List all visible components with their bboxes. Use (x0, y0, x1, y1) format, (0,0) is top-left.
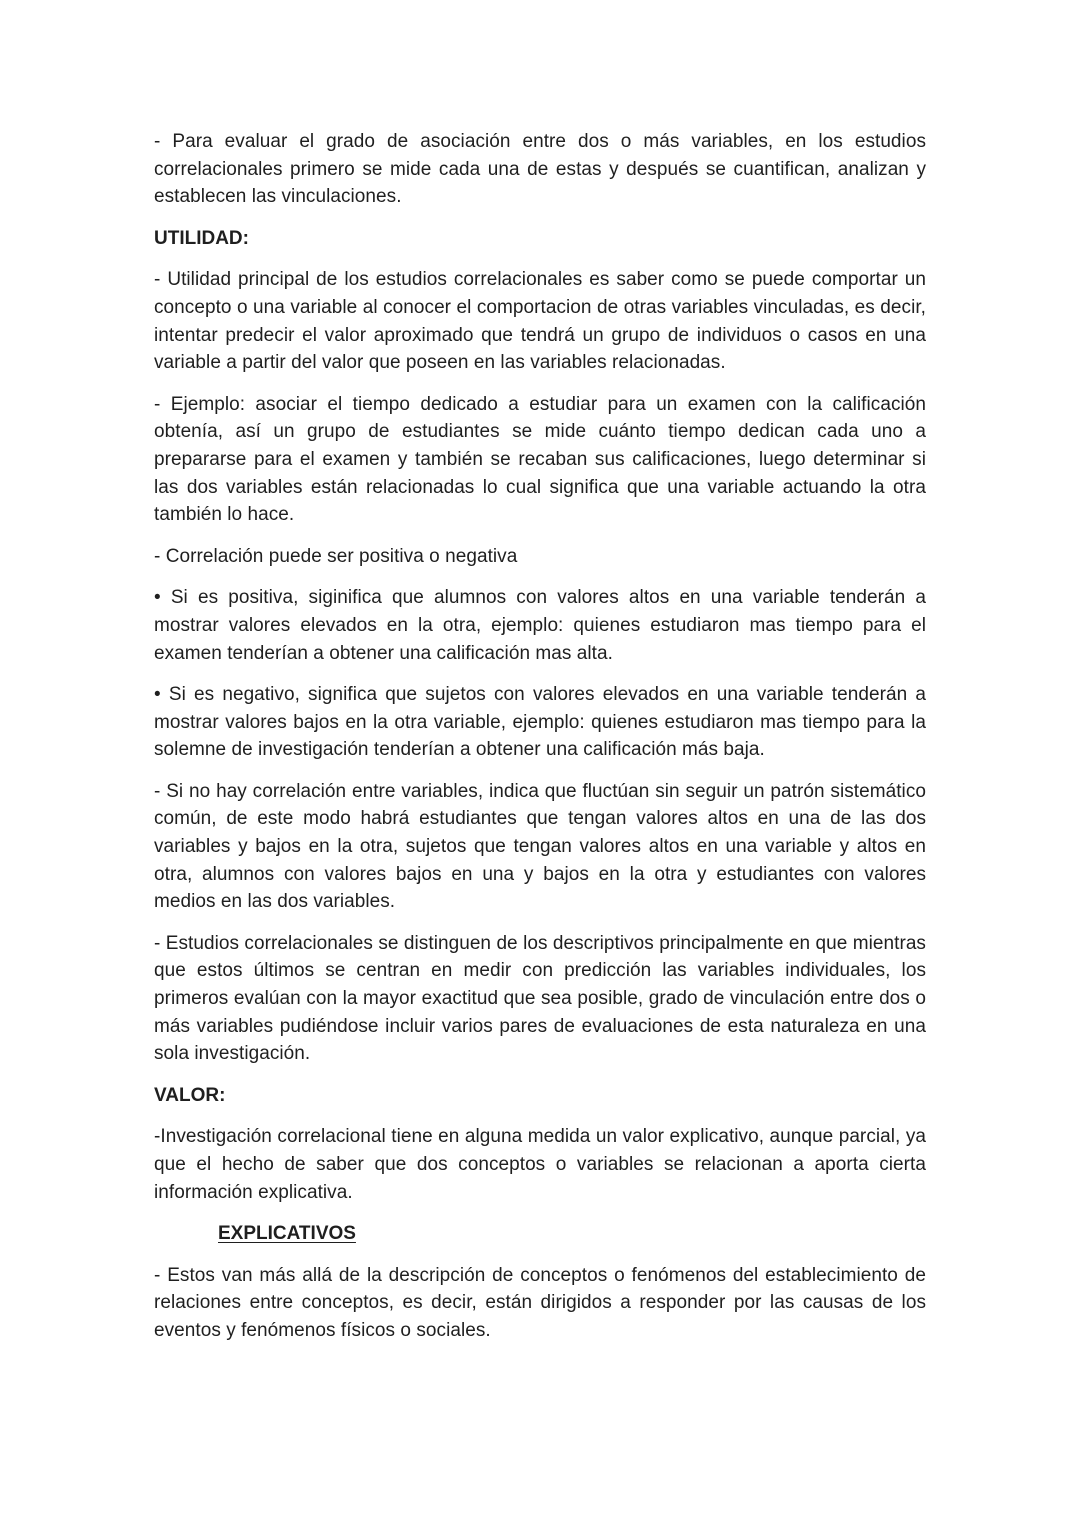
bullet-negativa: • Si es negativo, significa que sujetos con valores elevados en una variable tenderán a mostrar valores bajos en la otra variable, ejemplo: quienes estudiaron mas tiempo para la solemne de investigación tenderían a obtener una calificación más baja. (154, 684, 926, 761)
paragraph-explicativos: - Estos van más allá de la descripción de conceptos o fenómenos del establecimiento de relaciones entre conceptos, es decir, están dirigidos a responder por las causas de los eventos y fenómenos físicos o sociales. (154, 1264, 926, 1341)
heading-explicativos: EXPLICATIVOS (218, 1223, 356, 1245)
paragraph-utilidad: - Utilidad principal de los estudios correlacionales es saber como se puede comportar un concepto o una variable al conocer el comportacion de otras variables vinculadas, es decir, intentar predecir el valor aproximado que tendrá un grupo de individuos o casos en una variable a partir del valor que poseen en las variables relacionadas. (154, 269, 926, 374)
bullet-positiva: • Si es positiva, siginifica que alumnos con valores altos en una variable tenderán a mostrar valores elevados en la otra, ejemplo: quienes estudiaron mas tiempo para el examen tenderían a obtener una calificación mas alta. (154, 587, 926, 664)
paragraph-valor: -Investigación correlacional tiene en alguna medida un valor explicativo, aunque parcial, ya que el hecho de saber que dos conceptos o variables se relacionan a aporta cierta información explicativa. (154, 1126, 926, 1203)
paragraph-correlacion: - Correlación puede ser positiva o negativa (154, 545, 518, 567)
heading-utilidad: UTILIDAD: (154, 227, 249, 249)
paragraph-sin-correlacion: - Si no hay correlación entre variables, indica que fluctúan sin seguir un patrón sistemático común, de este modo habrá estudiantes que tengan valores altos en una de las dos variables y bajos en la otra, sujetos que tengan valores altos en una variable y altos en otra, alumnos con valores bajos en una y bajos en la otra y estudiantes con valores medios en las dos variables. (154, 780, 926, 913)
paragraph-evaluation: - Para evaluar el grado de asociación entre dos o más variables, en los estudios correlacionales primero se mide cada una de estas y después se cuantifican, analizan y establecen las vinculaciones. (154, 131, 926, 208)
document-page (154, 128, 926, 1359)
paragraph-distincion: - Estudios correlacionales se distinguen de los descriptivos principalmente en que mientras que estos últimos se centran en medir con predicción las variables individuales, los primeros evalúan con la mayor exactitud que sea posible, grado de vinculación entre dos o más variables pudiéndose incluir varios pares de evaluaciones de esta naturaleza en una sola investigación. (154, 932, 926, 1065)
paragraph-ejemplo: - Ejemplo: asociar el tiempo dedicado a estudiar para un examen con la calificación obtenía, así un grupo de estudiantes se mide cuánto tiempo dedican cada uno a prepararse para el examen y también se recaban sus calificaciones, luego determinar si las dos variables están relacionadas lo cual significa que una variable actuando la otra también lo hace. (154, 393, 926, 526)
heading-valor: VALOR: (154, 1084, 226, 1106)
